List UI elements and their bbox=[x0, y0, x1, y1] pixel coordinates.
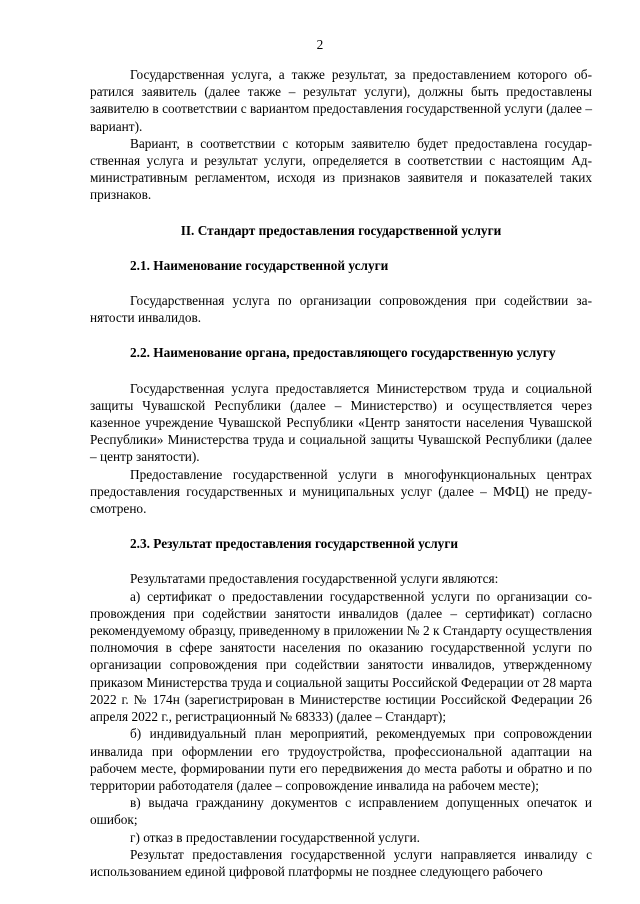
list-item-a: а) сертификат о предоставлении государственной услуги по организации сопровождения при содействии занятости инвалидов (далее – сертификат) согласно рекомендуемому образцу, приведенному в приложении № 2 к Стандарту осуществления полномочия в сфере занятости населения по оказанию государственной услуги по организации сопровождения при содействии занятости инвалидов, утвержденному приказом Министерства труда и социальной защиты Российской Федерации от 28 марта 2022 г. № 174н (зарегистрирован в Министерстве юстиции Российской Федерации 26 апреля 2022 г., регистрационный № 68333) (далее – Стандарт); bbox=[90, 588, 592, 725]
paragraph-2-2-provider: Государственная услуга предоставляется Министерством труда и социальной защиты Чувашской Республики (далее – Министерство) и осуществляется через казенное учреждение Чувашской Республики «Центр занятости населения Чувашской Республики» Министерства труда и социальной защиты Чувашской Республики (далее – центр занятости). bbox=[90, 380, 592, 465]
paragraph-variant-definition: Государственная услуга, а также результат, за предоставлением которого обратился заявитель (далее также – результат услуги), должны быть предоставлены заявителю в соответствии с вариантом предоставления государственной услуги (далее – вариант). bbox=[90, 67, 592, 134]
paragraph-variant-determination: Вариант, в соответствии с которым заявителю будет предоставлена государственная услуга и результат услуги, определяется в соответствии с настоящим Административным регламентом, исходя из признаков заявителя и показателей таких признаков. bbox=[90, 135, 592, 203]
heading-2-3: 2.3. Результат предоставления государственной услуги bbox=[130, 536, 459, 552]
paragraph-2-2-mfc: Предоставление государственной услуги в многофункциональных центрах предоставления государственных и муниципальных услуг (далее – МФЦ) не предусмотрено. bbox=[90, 466, 592, 517]
heading-2-2: 2.2. Наименование органа, предоставляющего государственную услугу bbox=[130, 345, 556, 361]
list-item-d: г) отказ в предоставлении государственной услуги. bbox=[130, 829, 420, 845]
document-body bbox=[90, 66, 592, 880]
paragraph-2-1: Государственная услуга по организации сопровождения при содействии занятости инвалидов. bbox=[90, 293, 592, 326]
heading-2-1: 2.1. Наименование государственной услуги bbox=[130, 257, 389, 273]
list-item-b: б) индивидуальный план мероприятий, рекомендуемых при сопровождении инвалида при оформлении его трудоустройства, профессиональной адаптации на рабочем месте, формировании пути его передвижения до места работы и обратно и по территории работодателя (далее – сопровождение инвалида на рабочем месте); bbox=[90, 726, 592, 793]
page-number: 2 bbox=[316, 37, 324, 52]
section-title: II. Стандарт предоставления государственной услуги bbox=[180, 222, 502, 238]
paragraph-2-3-intro: Результатами предоставления государственной услуги являются: bbox=[130, 571, 499, 587]
paragraph-result-delivery: Результат предоставления государственной услуги направляется инвалиду с использованием единой цифровой платформы не позднее следующего рабочего bbox=[90, 846, 592, 879]
list-item-c: в) выдача гражданину документов с исправлением допущенных опечаток и ошибок; bbox=[90, 795, 592, 828]
